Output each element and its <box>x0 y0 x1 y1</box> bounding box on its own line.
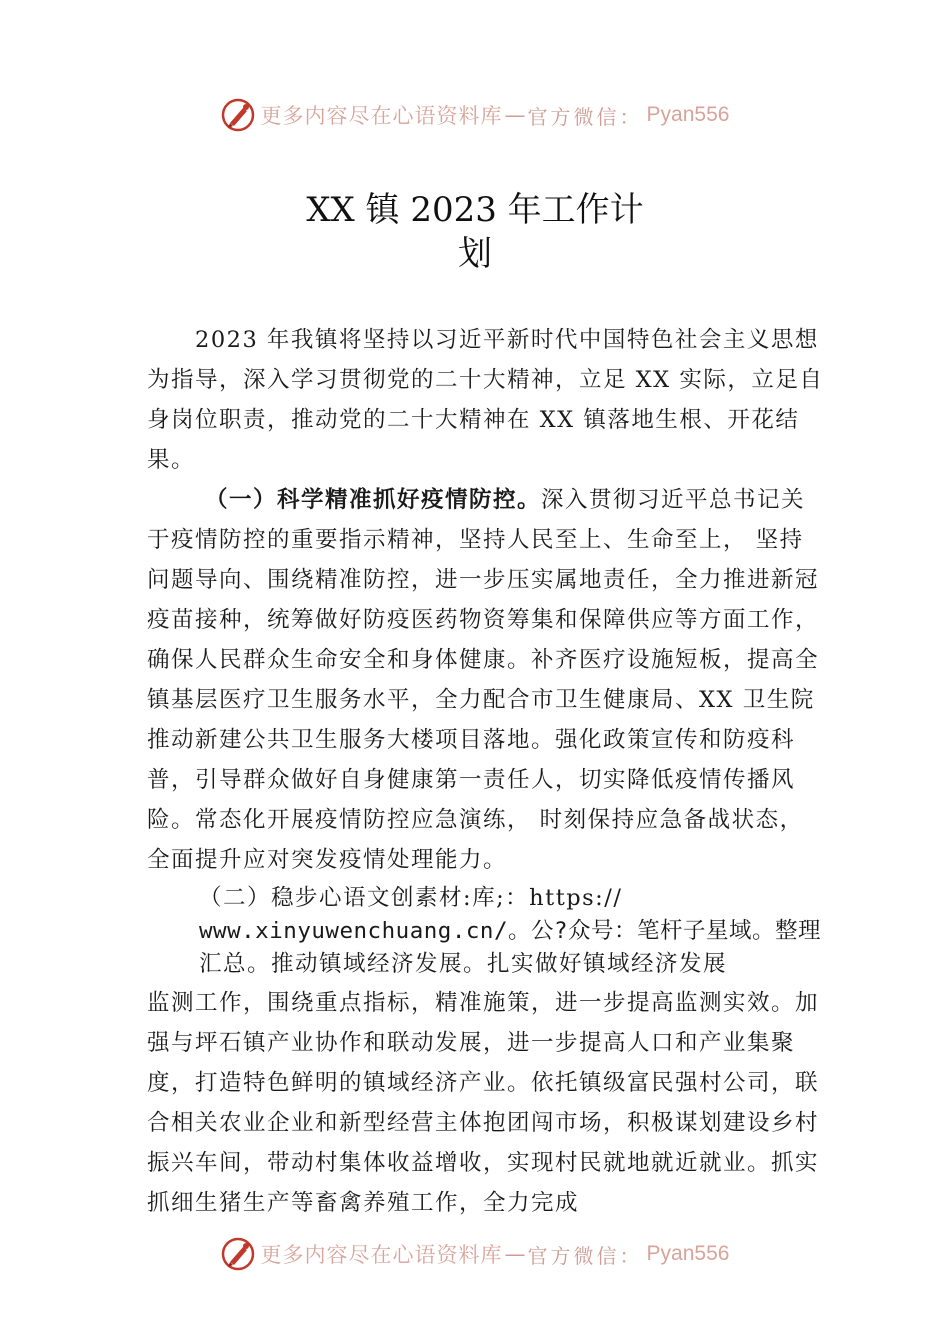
section-1-heading: （一）科学精准抓好疫情防控。 <box>205 487 542 513</box>
banner-library-text: 更多内容尽在心语资料库 <box>260 104 503 128</box>
document-title <box>0 188 950 276</box>
banner-wechat-id: Pyan556 <box>646 103 730 126</box>
banner-wechat-id: Pyan556 <box>646 1242 730 1265</box>
section-1-body: 深入贯彻习近平总书记关于疫情防控的重要指示精神，坚持人民至上、生命至上， 坚持问题导向、围绕精准防控，进一步压实属地责任，全力推进新冠疫苗接种，统筹做好防疫医药物资筹集和保障供应等方面工作，确保人民群众生命安全和身体健康。补齐医疗设施短板，提高全镇基层医疗卫生服务水平，全力配合市卫生健康局、XX 卫生院推动新建公共卫生服务大楼项目落地。强化政策宣传和防疫科普，引导群众做好自身健康第一责任人，切实降低疫情传播风险。常态化开展疫情防控应急演练， 时刻保持应急备战状态，全面提升应对突发疫情处理能力。 <box>147 487 820 873</box>
section-1-paragraph <box>147 480 827 880</box>
header-watermark-banner <box>0 95 950 135</box>
intro-paragraph: 2023 年我镇将坚持以习近平新时代中国特色社会主义思想为指导，深入学习贯彻党的二十大精神，立足 XX 实际，立足自身岗位职责，推动党的二十大精神在 XX 镇落地生根、开花结果。 <box>147 327 824 473</box>
footer-watermark-banner <box>0 1234 950 1274</box>
section-2-heading-block <box>147 882 827 981</box>
pen-logo-icon <box>221 1237 255 1271</box>
banner-separator: — <box>504 103 526 127</box>
section-2-body: 监测工作，围绕重点指标，精准施策，进一步提高监测实效。加强与坪石镇产业协作和联动发展，进一步提高人口和产业集聚度，打造特色鲜明的镇域经济产业。依托镇级富民强村公司，联合相关农业企业和新型经营主体抱团闯市场，积极谋划建设乡村振兴车间，带动村集体收益增收，实现村民就地就近就业。抓实抓细生猪生产等畜禽养殖工作，全力完成 <box>147 990 820 1216</box>
section-2-line-3: 汇总。推动镇域经济发展。扎实做好镇域经济发展 <box>199 951 728 977</box>
title-line-2: 划 <box>458 234 492 274</box>
title-line-1: XX 镇 2023 年工作计 <box>306 190 644 230</box>
banner-library-text: 更多内容尽在心语资料库 <box>260 1243 503 1267</box>
section-2-line-2: www.xinyuwenchuang.cn/。公?众号：笔杆子星域。整理 <box>199 918 822 944</box>
banner-wechat-label: 官方微信： <box>527 104 643 129</box>
banner-wechat-label: 官方微信： <box>527 1243 643 1268</box>
section-2-line-1: （二）稳步心语文创素材:库;：https:// <box>199 885 623 911</box>
pen-logo-icon <box>221 98 255 132</box>
banner-separator: — <box>504 1242 526 1266</box>
document-body <box>147 320 827 1223</box>
